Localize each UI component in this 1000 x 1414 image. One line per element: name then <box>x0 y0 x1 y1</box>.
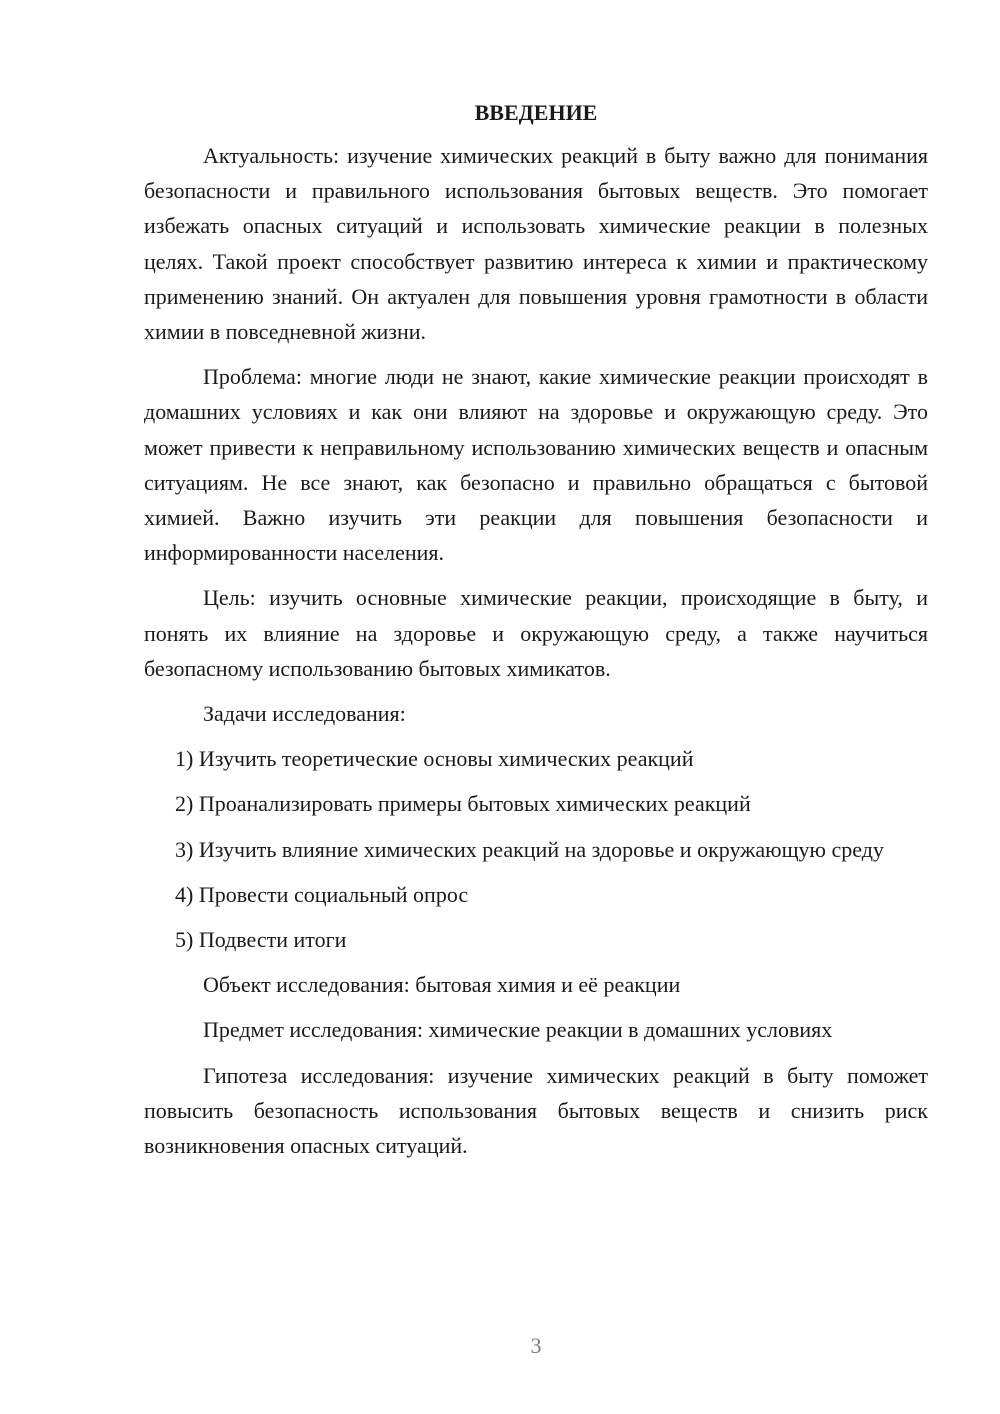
paragraph-tasks-heading: Задачи исследования: <box>203 701 406 727</box>
paragraph-object: Объект исследования: бытовая химия и её реакции <box>203 972 681 998</box>
paragraph-problem: Проблема: многие люди не знают, какие химические реакции происходят в домашних условиях и как они влияют на здоровье и окружающую среду. Это может привести к неправильному использованию химических веществ и опасным ситуациям. Не все знают, как безопасно и правильно обращаться с бытовой химией. Важно изучить эти реакции для повышения безопасности и информированности населения. <box>144 364 928 566</box>
paragraph-relevance: Актуальность: изучение химических реакций в быту важно для понимания безопасности и правильного использования бытовых веществ. Это помогает избежать опасных ситуаций и использовать химические реакции в полезных целях. Такой проект способствует развитию интереса к химии и практическому применению знаний. Он актуален для повышения уровня грамотности в области химии в повседневной жизни. <box>144 143 928 345</box>
paragraph-hypothesis: Гипотеза исследования: изучение химических реакций в быту поможет повысить безопасность использования бытовых веществ и снизить риск возникновения опасных ситуаций. <box>144 1062 928 1159</box>
paragraph-subject: Предмет исследования: химические реакции в домашних условиях <box>203 1017 833 1043</box>
page-content <box>144 95 928 1173</box>
page-number: 3 <box>530 1333 542 1358</box>
task-item-3: 3) Изучить влияние химических реакций на здоровье и окружающую среду <box>175 836 884 862</box>
section-title: ВВЕДЕНИЕ <box>474 100 598 125</box>
task-item-2: 2) Проанализировать примеры бытовых химических реакций <box>175 791 751 817</box>
task-item-4: 4) Провести социальный опрос <box>175 881 469 907</box>
paragraph-goal: Цель: изучить основные химические реакции, происходящие в быту, и понять их влияние на здоровье и окружающую среду, а также научиться безопасному использованию бытовых химикатов. <box>144 585 928 681</box>
task-item-5: 5) Подвести итоги <box>175 927 347 953</box>
task-item-1: 1) Изучить теоретические основы химических реакций <box>175 746 694 772</box>
